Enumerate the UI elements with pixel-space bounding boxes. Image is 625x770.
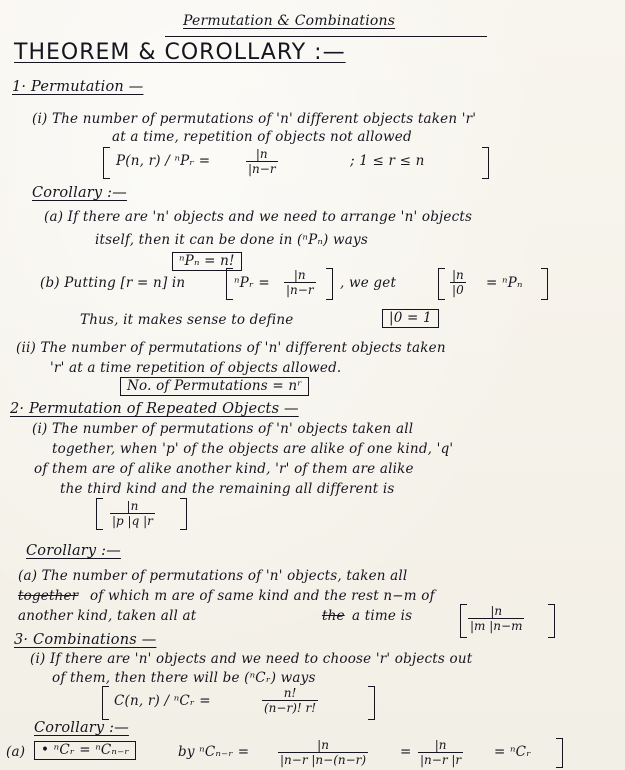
s3-i-formula-left: C(n, r) / ⁿCᵣ = <box>114 693 211 709</box>
s2-a-line3: another kind, taken all at <box>18 608 197 624</box>
s3-i-line2: of them, then there will be (ⁿCᵣ) ways <box>52 670 316 686</box>
s1-b-mid: , we get <box>340 275 397 291</box>
s2-i-formula-num: |n <box>110 499 155 514</box>
s1-b-result-right: = ⁿPₙ <box>486 275 523 291</box>
s1-b-formula-den: |n−r <box>286 283 314 297</box>
s1-b-result-bracket-left <box>438 268 445 300</box>
s1-i-formula-bracket-left <box>103 147 110 179</box>
s3-a-by: by ⁿCₙ₋ᵣ = <box>178 744 250 760</box>
s1-b-thus: Thus, it makes sense to define <box>80 312 294 328</box>
s1-b-result-fraction <box>450 268 466 297</box>
s2-corollary-heading: Corollary :— <box>26 543 121 559</box>
s3-a-eq: = <box>400 744 412 760</box>
page-title: Permutation & Combinations <box>183 13 396 29</box>
s3-a-f1-num: |n <box>278 738 368 753</box>
s2-i-formula-fraction <box>110 499 155 528</box>
s1-a-line2: itself, then it can be done in (ⁿPₙ) ways <box>95 232 368 248</box>
s1-b-prefix: (b) Putting [r = n] in <box>40 275 186 291</box>
s3-i-formula-fraction <box>262 686 318 715</box>
s2-i-line1: (i) The number of permutations of 'n' objects taken all <box>32 421 414 437</box>
s3-a-f2-num: |n <box>418 738 463 753</box>
s1-ii-line1: (ii) The number of permutations of 'n' different objects taken <box>16 340 446 356</box>
s1-corollary-heading: Corollary :— <box>32 185 127 201</box>
theorem-corollary-title: THEOREM & COROLLARY :— <box>14 40 346 65</box>
s2-a-line2-strike: together <box>18 588 79 604</box>
s1-b-formula-fraction <box>284 268 316 297</box>
s2-i-bracket-left <box>96 498 103 530</box>
s1-b-result-num: |n <box>452 268 464 282</box>
s2-i-line4: the third kind and the remaining all different is <box>60 481 395 497</box>
s2-i-bracket-right <box>180 498 187 530</box>
s2-a-line1: (a) The number of permutations of 'n' objects, taken all <box>18 568 408 584</box>
s1-a-formula: ⁿPₙ = n! <box>172 252 242 271</box>
s1-b-bracket-left <box>226 268 233 300</box>
s3-a-bracket-right <box>556 738 563 768</box>
s1-b-result-den: |0 <box>452 283 464 297</box>
s3-a-f2-den: |n−r |r <box>420 753 462 767</box>
s1-i-formula-num: |n <box>246 147 278 162</box>
s2-i-line3: of them are of alike another kind, 'r' of them are alike <box>34 461 414 477</box>
s2-a-bracket-right <box>548 604 555 638</box>
s1-i-formula-fraction <box>246 147 278 176</box>
s2-a-formula-fraction <box>468 604 524 633</box>
s3-i-bracket-right <box>368 686 375 720</box>
s3-i-bracket-left <box>102 686 109 720</box>
s2-a-bracket-left <box>460 604 467 638</box>
s1-ii-line2: 'r' at a time repetition of objects allowed. <box>50 360 342 376</box>
s1-i-formula-den: |n−r <box>248 162 276 176</box>
s1-ii-formula: No. of Permutations = nʳ <box>120 377 309 396</box>
s1-i-formula-bracket-right <box>482 147 489 179</box>
s2-i-formula-den: |p |q |r <box>112 514 153 528</box>
s1-i-formula-left: P(n, r) / ⁿPᵣ = <box>116 153 211 169</box>
s1-b-formula-left: ⁿPᵣ = <box>234 275 270 291</box>
s3-i-line1: (i) If there are 'n' objects and we need to choose 'r' objects out <box>30 651 473 667</box>
s1-b-result-bracket-right <box>541 268 548 300</box>
s2-a-line2: of which m are of same kind and the rest n−m of <box>90 588 435 604</box>
s3-a-box: • ⁿCᵣ = ⁿCₙ₋ᵣ <box>34 741 136 760</box>
s1-i-line1: (i) The number of permutations of 'n' different objects taken 'r' <box>32 111 477 127</box>
section-2-heading: 2· Permutation of Repeated Objects — <box>10 401 299 417</box>
section-3-heading: 3· Combinations — <box>14 632 157 648</box>
s2-i-line2: together, when 'p' of the objects are alike of one kind, 'q' <box>52 441 454 457</box>
s3-a-fraction-2 <box>418 738 463 767</box>
s1-i-line2: at a time, repetition of objects not allowed <box>112 129 412 145</box>
s3-a-end: = ⁿCᵣ <box>494 744 532 760</box>
s3-corollary-heading: Corollary :— <box>34 720 129 736</box>
s2-a-formula-num: |n <box>468 604 524 619</box>
s3-i-formula-num: n! <box>262 686 318 701</box>
s3-a-fraction-1 <box>278 738 368 767</box>
s1-a-line1: (a) If there are 'n' objects and we need to arrange 'n' objects <box>44 209 473 225</box>
title-decoration-line <box>165 36 487 37</box>
s1-i-formula-cond: ; 1 ≤ r ≤ n <box>350 153 425 169</box>
s2-a-formula-den: |m |n−m <box>470 619 523 633</box>
s1-b-formula-num: |n <box>284 268 316 283</box>
s3-a-prefix: (a) <box>6 744 26 760</box>
s3-a-f1-den: |n−r |n−(n−r) <box>280 753 367 767</box>
s2-a-line3-strike: the <box>322 608 345 624</box>
section-1-heading: 1· Permutation — <box>12 79 144 95</box>
s1-b-define: |0 = 1 <box>382 309 439 328</box>
s3-i-formula-den: (n−r)! r! <box>264 701 317 715</box>
s1-b-bracket-right <box>326 268 333 300</box>
s2-a-line3-end: a time is <box>352 608 413 624</box>
